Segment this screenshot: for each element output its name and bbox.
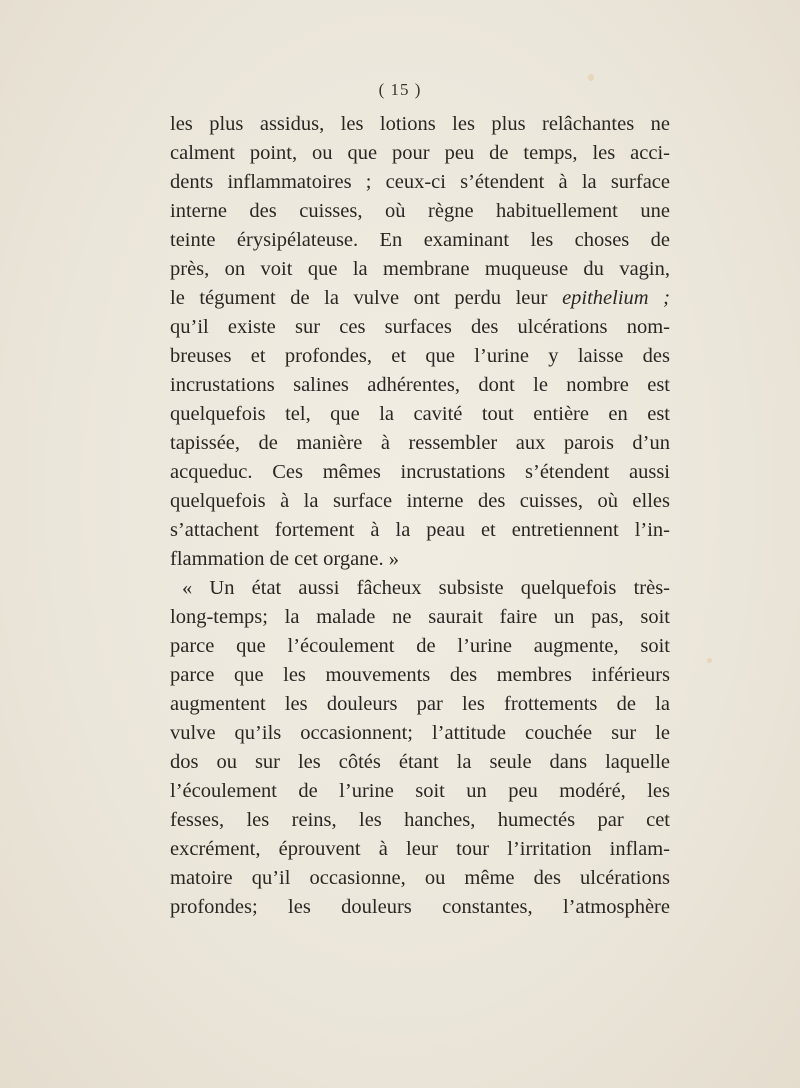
text-line: acqueduc. Ces mêmes incrustations s’étendent aussi (170, 461, 670, 483)
text-line: parce que l’écoulement de l’urine augmente, soit (170, 635, 670, 657)
text-line: s’attachent fortement à la peau et entretiennent l’in- (170, 519, 670, 541)
text-line: fesses, les reins, les hanches, humectés par cet (170, 809, 670, 831)
text-line: l’écoulement de l’urine soit un peu modéré, les (170, 780, 670, 802)
text-line: parce que les mouvements des membres inférieurs (170, 664, 670, 686)
text-line (170, 284, 670, 313)
italic-term: epithelium ; (562, 287, 670, 309)
text-line: incrustations salines adhérentes, dont le nombre est (170, 374, 670, 396)
text-line: dents inflammatoires ; ceux-ci s’étendent à la surface (170, 171, 670, 193)
text-line: long-temps; la malade ne saurait faire un pas, soit (170, 606, 670, 628)
text-line: quelquefois à la surface interne des cuisses, où elles (170, 490, 670, 512)
text-line: quelquefois tel, que la cavité tout entière en est (170, 403, 670, 425)
text-line: interne des cuisses, où règne habituellement une (170, 200, 670, 222)
foxing-spot (707, 658, 712, 663)
text-line: excrément, éprouvent à leur tour l’irritation inflam- (170, 838, 670, 860)
body-text (170, 110, 670, 922)
text-line: vulve qu’ils occasionnent; l’attitude couchée sur le (170, 722, 670, 744)
text-line: qu’il existe sur ces surfaces des ulcérations nom- (170, 316, 670, 338)
text-line-start: le tégument de la vulve ont perdu leur (170, 287, 563, 309)
page-number: ( 15 ) (378, 80, 422, 99)
text-line: teinte érysipélateuse. En examinant les choses de (170, 229, 670, 251)
text-line: dos ou sur les côtés étant la seule dans laquelle (170, 751, 670, 773)
text-line: profondes; les douleurs constantes, l’atmosphère (170, 896, 670, 918)
text-line: tapissée, de manière à ressembler aux parois d’un (170, 432, 670, 454)
text-line: « Un état aussi fâcheux subsiste quelquefois très- (182, 577, 670, 599)
text-line: calment point, ou que pour peu de temps, les acci- (170, 142, 670, 164)
text-line: les plus assidus, les lotions les plus relâchantes ne (170, 113, 670, 135)
text-line: augmentent les douleurs par les frottements de la (170, 693, 670, 715)
text-line: breuses et profondes, et que l’urine y laisse des (170, 345, 670, 367)
text-line: près, on voit que la membrane muqueuse du vagin, (170, 258, 670, 280)
text-line: matoire qu’il occasionne, ou même des ulcérations (170, 867, 670, 889)
text-line: flammation de cet organe. » (170, 548, 400, 570)
